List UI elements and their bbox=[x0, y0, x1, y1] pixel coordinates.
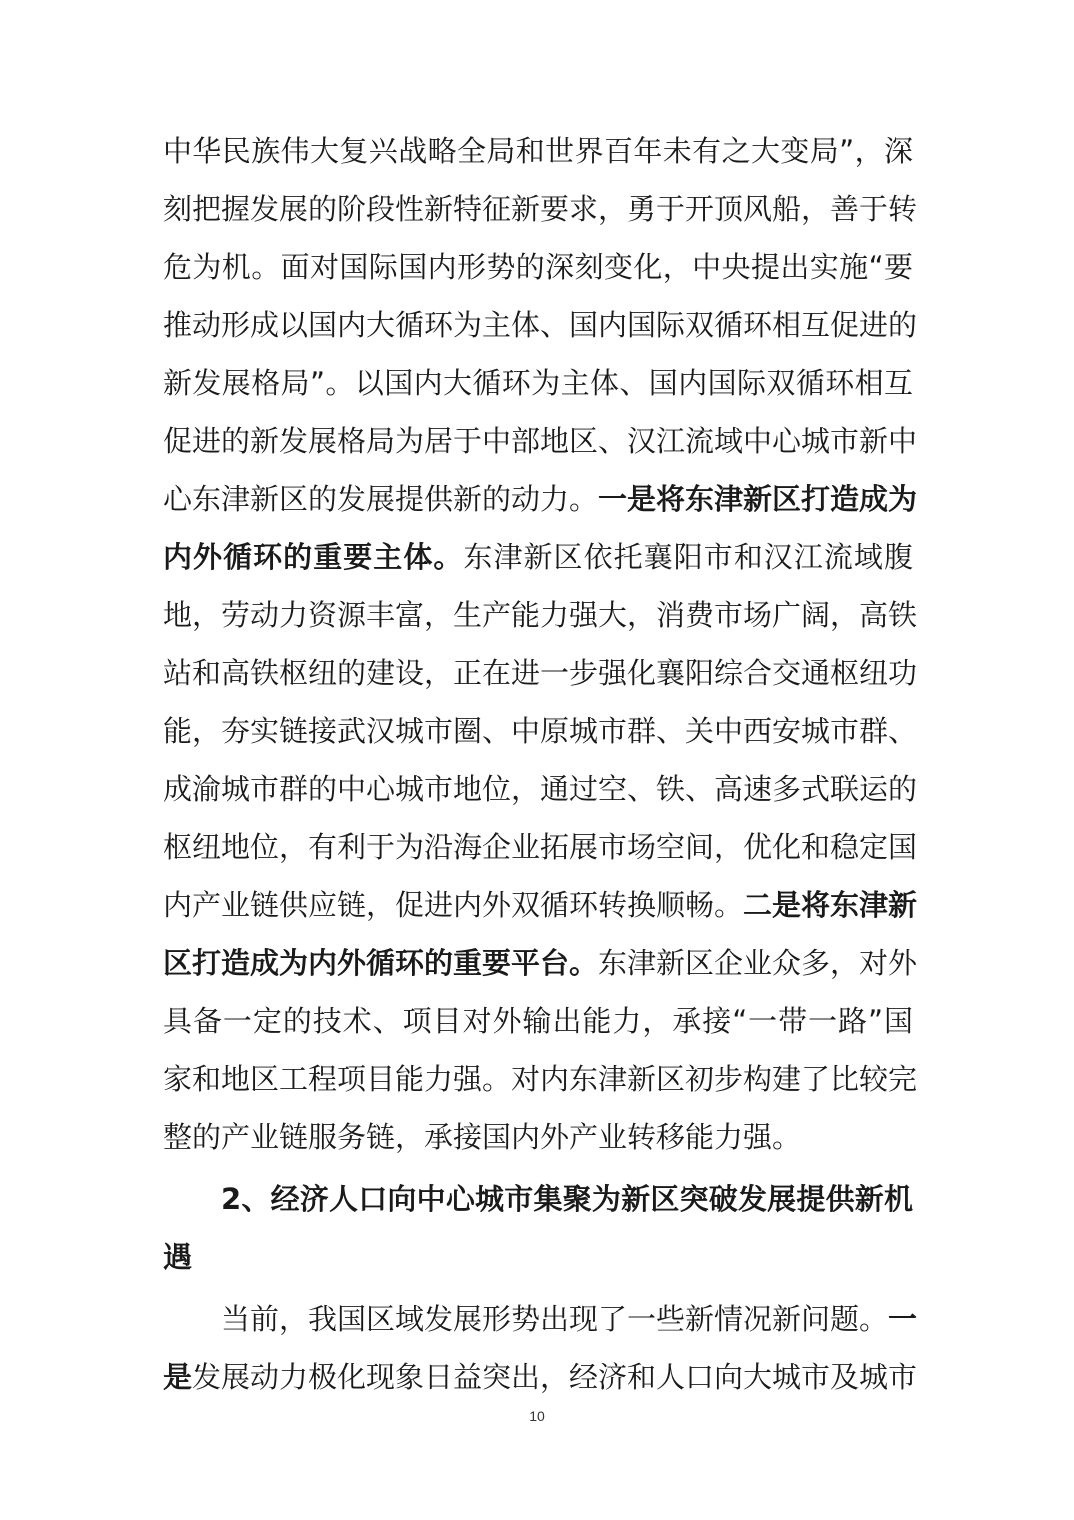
paragraph-line: 站和高铁枢纽的建设，正在进一步强化襄阳综合交通枢纽功 bbox=[163, 656, 918, 690]
plain-text: 当前，我国区域发展形势出现了一些新情况新问题。 bbox=[221, 1302, 889, 1336]
paragraph-line: 家和地区工程项目能力强。对内东津新区初步构建了比较完 bbox=[163, 1062, 918, 1096]
paragraph-line: 中华民族伟大复兴战略全局和世界百年未有之大变局”，深 bbox=[163, 134, 913, 168]
paragraph-line bbox=[163, 1348, 918, 1406]
paragraph-line: 新发展格局”。以国内大循环为主体、国内国际双循环相互 bbox=[163, 366, 913, 400]
paragraph-line: 推动形成以国内大循环为主体、国内国际双循环相互促进的 bbox=[163, 308, 918, 342]
bold-emphasis: 内外循环的重要主体。 bbox=[163, 540, 464, 574]
section-heading: 2、经济人口向中心城市集聚为新区突破发展提供新机 bbox=[221, 1182, 913, 1216]
bold-emphasis: 一是将东津新区打造成为 bbox=[598, 482, 918, 516]
bold-emphasis: 区打造成为内外循环的重要平台。 bbox=[163, 946, 599, 980]
plain-text: 内产业链供应链，促进内外双循环转换顺畅。 bbox=[163, 888, 744, 922]
paragraph-line: 整的产业链服务链，承接国内外产业转移能力强。 bbox=[163, 1120, 802, 1154]
body-text bbox=[163, 122, 918, 1406]
plain-text: 东津新区企业众多，对外 bbox=[598, 946, 918, 980]
paragraph-line: 促进的新发展格局为居于中部地区、汉江流域中心城市新中 bbox=[163, 424, 918, 458]
paragraph-line: 具备一定的技术、项目对外输出能力，承接“一带一路”国 bbox=[163, 1004, 913, 1038]
plain-text: 发展动力极化现象日益突出，经济和人口向大城市及城市 bbox=[192, 1360, 918, 1394]
paragraph-line: 危为机。面对国际国内形势的深刻变化，中央提出实施“要 bbox=[163, 250, 913, 284]
page-number: 10 bbox=[529, 1408, 545, 1424]
bold-emphasis: 一 bbox=[888, 1302, 918, 1336]
paragraph-line bbox=[163, 470, 918, 528]
paragraph-line bbox=[163, 1290, 918, 1348]
paragraph-line: 地，劳动力资源丰富，生产能力强大，消费市场广阔，高铁 bbox=[163, 598, 918, 632]
section-heading: 遇 bbox=[163, 1240, 193, 1274]
bold-emphasis: 是 bbox=[163, 1360, 193, 1394]
paragraph-line: 刻把握发展的阶段性新特征新要求，勇于开顶风船，善于转 bbox=[163, 192, 918, 226]
paragraph-line: 枢纽地位，有利于为沿海企业拓展市场空间，优化和稳定国 bbox=[163, 830, 918, 864]
paragraph-line: 能，夯实链接武汉城市圈、中原城市群、关中西安城市群、 bbox=[163, 714, 918, 748]
bold-emphasis: 二是将东津新 bbox=[743, 888, 918, 922]
plain-text: 东津新区依托襄阳市和汉江流域腹 bbox=[463, 540, 913, 574]
paragraph-line: 成渝城市群的中心城市地位，通过空、铁、高速多式联运的 bbox=[163, 772, 918, 806]
paragraph-line bbox=[163, 528, 913, 586]
plain-text: 心东津新区的发展提供新的动力。 bbox=[163, 482, 599, 516]
paragraph-line bbox=[163, 934, 918, 992]
paragraph-line bbox=[163, 876, 918, 934]
